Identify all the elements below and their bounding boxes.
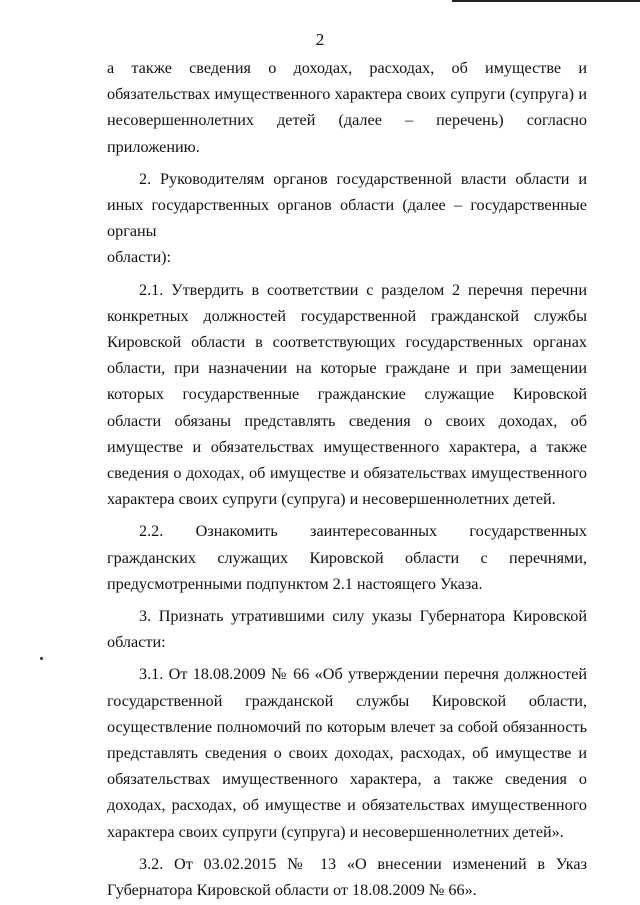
page-number: 2	[315, 30, 325, 49]
paragraph-1-continuation: а также сведения о доходах, расходах, об имуществе и обязательствах имущественного характера своих супруги (супруга) и несовершеннолетних детей (далее – перечень) согласно приложению.	[107, 59, 587, 156]
paragraph-2-2: 2.2. Ознакомить заинтересованных государственных гражданских служащих Кировской области с перечнями, предусмотренными подпунктом 2.1 настоящего Указа.	[107, 522, 587, 593]
paragraph-3-2: 3.2. От 03.02.2015 № 13 «О внесении изменений в Указ Губернатора Кировской области от 18.08.2009 № 66».	[107, 854, 587, 900]
top-edge-line	[452, 0, 640, 2]
paragraph-2: 2. Руководителям органов государственной власти области и иных государственных органов области (далее – государственные органы	[107, 169, 587, 241]
paragraph-2-1: 2.1. Утвердить в соответствии с разделом 2 перечня перечни конкретных должностей государственной гражданской службы Кировской области в соответствующих государственных органах области, при назначении на которые граждане и при замещении которых государственные гражданские служащие Кировской области обязаны представлять сведения о своих доходах, об имуществе и обязательствах имущественного характера, а также сведения о доходах, об имуществе и обязательствах имущественного характера своих супруги (супруга) и несовершеннолетних детей.	[107, 280, 587, 509]
paragraph-2-end: области):	[107, 248, 171, 267]
document-body	[107, 55, 587, 903]
paragraph-3: 3. Признать утратившими силу указы Губернатора Кировской области:	[107, 607, 587, 652]
paragraph-3-1: 3.1. От 18.08.2009 № 66 «Об утверждении перечня должностей государственной гражданской службы Кировской области, осуществление полномочий по которым влечет за собой обязанность представлять сведения о своих доходах, расходах, об имуществе и обязательствах имущественного характера, а также сведения о доходах, расходах, об имуществе и обязательствах имущественного характера своих супруги (супруга) и несовершеннолетних детей».	[107, 665, 587, 841]
scan-speck	[40, 657, 43, 660]
